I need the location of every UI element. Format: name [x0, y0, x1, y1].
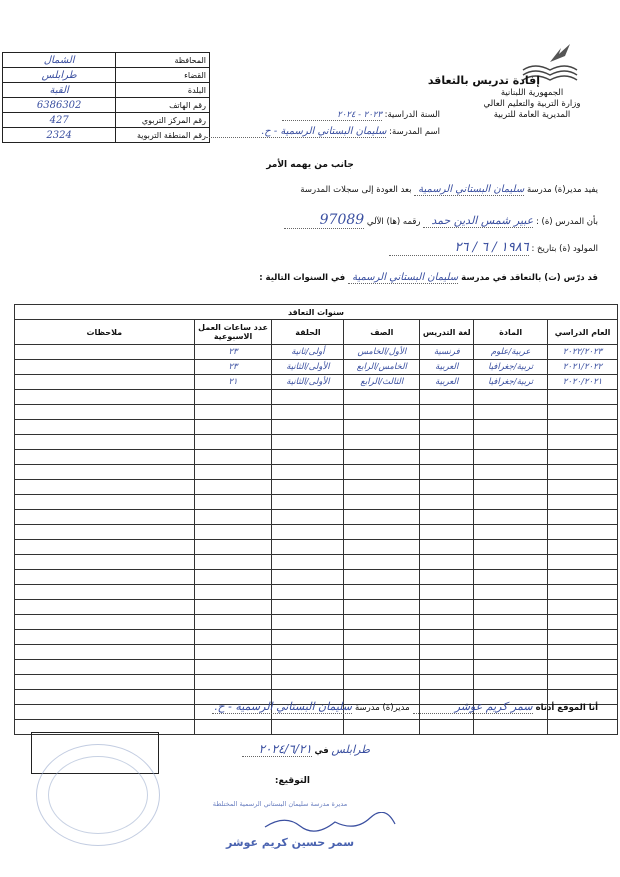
table-cell	[15, 495, 195, 510]
stamp-name: سمر حسين كريم عوشر	[225, 836, 355, 849]
table-cell	[548, 525, 618, 540]
info-row-town	[3, 83, 210, 98]
table-cell	[272, 645, 344, 660]
table-body	[15, 345, 618, 735]
table-cell	[272, 510, 344, 525]
director-statement-line	[206, 184, 598, 196]
table-cell	[344, 645, 420, 660]
table-cell	[548, 675, 618, 690]
signature-label: التوقيع:	[274, 776, 310, 786]
table-cell	[194, 420, 272, 435]
info-label: المحافظة	[116, 53, 210, 68]
table-cell	[474, 510, 548, 525]
table-cell	[548, 540, 618, 555]
table-cell: الأولى/الثانية	[272, 360, 344, 375]
column-header: الصف	[344, 320, 420, 345]
table-cell	[272, 480, 344, 495]
group-header: سنوات التعاقد	[15, 305, 618, 320]
table-cell	[272, 570, 344, 585]
signature-scribble-icon	[260, 812, 400, 836]
table-cell	[344, 465, 420, 480]
table-cell: العربية	[420, 375, 474, 390]
table-cell	[474, 675, 548, 690]
contract-prefix: قد درّس (ت) بالتعاقد في مدرسة	[461, 273, 598, 283]
signer-name: سمر كريم عوشر	[413, 700, 533, 714]
teacher-line	[170, 212, 598, 229]
info-table	[2, 52, 210, 143]
table-cell	[194, 600, 272, 615]
table-cell	[194, 645, 272, 660]
table-cell	[474, 540, 548, 555]
table-cell	[474, 630, 548, 645]
teacher-prefix: بأن المدرس (ة) :	[535, 217, 598, 227]
table-cell	[15, 435, 195, 450]
info-label: القضاء	[116, 68, 210, 83]
concern-heading: جانب من يهمه الأمر	[266, 160, 354, 170]
table-cell	[344, 570, 420, 585]
table-cell: أولى/ثانية	[272, 345, 344, 360]
table-cell: الأولى/الثانية	[272, 375, 344, 390]
info-value: الشمال	[3, 53, 116, 68]
signer-middle: مدير(ة) مدرسة	[354, 703, 410, 713]
school-year-line	[200, 110, 440, 121]
table-cell	[548, 495, 618, 510]
table-cell	[420, 600, 474, 615]
table-cell	[420, 390, 474, 405]
table-cell	[194, 570, 272, 585]
table-cell	[344, 480, 420, 495]
table-cell	[272, 525, 344, 540]
table-row-empty	[15, 600, 618, 615]
table-cell: ٢١	[194, 375, 272, 390]
table-cell	[420, 510, 474, 525]
table-row-empty	[15, 540, 618, 555]
table-cell	[15, 345, 195, 360]
table-cell	[420, 675, 474, 690]
table-cell	[420, 585, 474, 600]
table-group-header-row	[15, 305, 618, 320]
table-cell	[194, 615, 272, 630]
table-cell	[344, 615, 420, 630]
table-cell	[194, 390, 272, 405]
table-cell	[194, 435, 272, 450]
table-cell	[344, 660, 420, 675]
table-cell: تربية/جغرافيا	[474, 360, 548, 375]
birth-date-value: ١٩٨٦ / ٦ / ٢٦	[389, 240, 529, 256]
table-cell	[194, 525, 272, 540]
table-row-empty	[15, 405, 618, 420]
table-cell	[420, 405, 474, 420]
table-cell	[272, 540, 344, 555]
table-cell	[344, 405, 420, 420]
table-row-empty	[15, 615, 618, 630]
table-cell	[344, 540, 420, 555]
table-cell	[15, 600, 195, 615]
table-row-empty	[15, 570, 618, 585]
table-cell	[548, 555, 618, 570]
table-cell	[15, 465, 195, 480]
table-cell	[272, 420, 344, 435]
table-cell	[194, 675, 272, 690]
place-date-fi: في	[314, 746, 329, 756]
info-row-phone	[3, 98, 210, 113]
table-cell	[272, 390, 344, 405]
table-cell	[548, 615, 618, 630]
table-row-empty	[15, 525, 618, 540]
info-value: 6386302	[3, 98, 116, 113]
table-cell	[344, 630, 420, 645]
school-seal-inner-icon	[48, 756, 148, 834]
table-cell	[194, 450, 272, 465]
table-cell	[474, 720, 548, 735]
table-row	[15, 345, 618, 360]
info-row-region	[3, 128, 210, 143]
table-row-empty	[15, 390, 618, 405]
table-cell	[420, 465, 474, 480]
table-cell	[194, 495, 272, 510]
info-value: القبة	[3, 83, 116, 98]
table-cell	[272, 435, 344, 450]
info-label: رقم المنطقة التربوية	[116, 128, 210, 143]
table-cell	[420, 525, 474, 540]
table-row-empty	[15, 465, 618, 480]
ministry-name: وزارة التربية والتعليم العالي	[483, 99, 581, 109]
signer-school: سليمان البستاني الرسمية - ح.	[212, 700, 352, 714]
table-cell	[474, 420, 548, 435]
table-cell	[420, 495, 474, 510]
school-name-value: سليمان البستاني الرسمية - ح.	[206, 126, 386, 138]
table-cell	[15, 660, 195, 675]
column-header: ملاحظات	[15, 320, 195, 345]
table-cell	[548, 465, 618, 480]
table-cell	[474, 660, 548, 675]
table-cell	[272, 495, 344, 510]
table-cell	[15, 360, 195, 375]
table-row-empty	[15, 510, 618, 525]
info-value: 2324	[3, 128, 116, 143]
table-row	[15, 375, 618, 390]
table-cell	[15, 540, 195, 555]
table-cell	[15, 405, 195, 420]
table-cell: فرنسية	[420, 345, 474, 360]
table-cell	[474, 390, 548, 405]
table-cell	[15, 420, 195, 435]
table-cell	[548, 420, 618, 435]
table-cell	[194, 720, 272, 735]
table-cell	[272, 555, 344, 570]
stamp-title: مديرة مدرسة سليمان البستاني الرسمية المختلطة	[212, 800, 348, 808]
table-cell	[272, 675, 344, 690]
table-cell: ٢٣	[194, 360, 272, 375]
table-cell	[474, 495, 548, 510]
contract-line	[210, 272, 598, 284]
column-header: عدد ساعات العمل الاسبوعية	[194, 320, 272, 345]
table-cell	[548, 480, 618, 495]
table-cell	[420, 435, 474, 450]
table-cell	[272, 450, 344, 465]
table-cell	[548, 630, 618, 645]
column-header: الحلقة	[272, 320, 344, 345]
table-cell	[194, 630, 272, 645]
table-cell	[15, 690, 195, 705]
table-cell	[548, 435, 618, 450]
statement-suffix: بعد العودة إلى سجلات المدرسة	[300, 185, 412, 195]
info-label: البلدة	[116, 83, 210, 98]
info-label: رقم المركز التربوي	[116, 113, 210, 128]
table-cell	[420, 480, 474, 495]
table-cell	[344, 390, 420, 405]
table-cell	[474, 600, 548, 615]
table-cell	[194, 660, 272, 675]
signer-line	[170, 700, 598, 714]
table-cell: ٢٠٢٠/٢٠٢١	[548, 375, 618, 390]
table-row-empty	[15, 420, 618, 435]
info-row-governorate	[3, 53, 210, 68]
table-row-empty	[15, 630, 618, 645]
table-cell: العربية	[420, 360, 474, 375]
table-cell	[272, 615, 344, 630]
table-cell	[474, 480, 548, 495]
info-label: رقم الهاتف	[116, 98, 210, 113]
table-cell	[548, 390, 618, 405]
column-header: لغة التدريس	[420, 320, 474, 345]
table-cell: الأول/الخامس	[344, 345, 420, 360]
teacher-number-label: رقمه (ها) الآلي	[366, 217, 421, 227]
teacher-number: 97089	[284, 212, 364, 229]
table-cell	[272, 720, 344, 735]
table-cell	[194, 540, 272, 555]
school-name-label: اسم المدرسة:	[389, 127, 440, 137]
table-cell	[15, 390, 195, 405]
teacher-name: عبير شمس الدين حمد	[423, 214, 533, 228]
table-cell	[15, 510, 195, 525]
table-cell	[420, 615, 474, 630]
table-cell	[474, 615, 548, 630]
table-cell: ٢٠٢٢/٢٠٢٣	[548, 345, 618, 360]
table-cell	[272, 630, 344, 645]
place-value: طرابلس	[331, 743, 370, 756]
table-cell	[15, 375, 195, 390]
table-cell	[548, 570, 618, 585]
table-cell	[194, 510, 272, 525]
table-row-empty	[15, 495, 618, 510]
table-cell	[474, 435, 548, 450]
signer-prefix: أنا الموقع أدناه	[535, 703, 598, 713]
date-value: ٢٠٢٤/٦/٢١	[242, 742, 312, 757]
table-cell	[344, 720, 420, 735]
table-cell	[15, 645, 195, 660]
table-cell	[420, 720, 474, 735]
table-cell	[344, 495, 420, 510]
table-row-empty	[15, 660, 618, 675]
table-cell: ٢٠٢١/٢٠٢٢	[548, 360, 618, 375]
table-cell	[420, 645, 474, 660]
table-cell	[344, 600, 420, 615]
ministry-header	[472, 88, 592, 121]
table-cell	[272, 405, 344, 420]
table-cell	[15, 525, 195, 540]
column-header: العام الدراسي	[548, 320, 618, 345]
table-cell	[420, 555, 474, 570]
table-cell	[548, 585, 618, 600]
table-cell: عربية/علوم	[474, 345, 548, 360]
table-column-header-row	[15, 320, 618, 345]
contract-years-table	[14, 304, 618, 735]
table-cell: الثالث/الرابع	[344, 375, 420, 390]
table-cell	[420, 660, 474, 675]
table-cell	[15, 630, 195, 645]
table-cell	[344, 435, 420, 450]
table-cell	[474, 570, 548, 585]
table-cell	[474, 405, 548, 420]
table-cell	[420, 630, 474, 645]
table-cell	[15, 570, 195, 585]
table-cell	[194, 465, 272, 480]
table-cell	[548, 600, 618, 615]
table-cell	[344, 585, 420, 600]
school-year-label: السنة الدراسية:	[384, 110, 440, 120]
table-cell	[272, 660, 344, 675]
statement-prefix: يفيد مدير(ة) مدرسة	[526, 185, 598, 195]
table-cell	[272, 600, 344, 615]
table-cell	[420, 450, 474, 465]
table-cell	[474, 585, 548, 600]
table-cell	[548, 450, 618, 465]
directorate-name: المديرية العامة للتربية	[493, 110, 571, 120]
table-cell	[15, 615, 195, 630]
table-cell	[194, 405, 272, 420]
table-row-empty	[15, 645, 618, 660]
table-cell	[548, 510, 618, 525]
table-cell	[548, 405, 618, 420]
table-cell	[474, 525, 548, 540]
table-cell	[474, 555, 548, 570]
info-row-district	[3, 68, 210, 83]
table-cell	[548, 720, 618, 735]
table-row-empty	[15, 555, 618, 570]
table-cell	[15, 555, 195, 570]
table-cell	[15, 705, 195, 720]
table-cell	[548, 645, 618, 660]
table-cell	[194, 480, 272, 495]
table-cell: ٢٣	[194, 345, 272, 360]
contract-suffix: في السنوات التالية :	[259, 273, 346, 283]
table-cell	[344, 420, 420, 435]
place-date-line	[170, 742, 370, 757]
table-row-empty	[15, 675, 618, 690]
table-cell	[15, 585, 195, 600]
info-row-center	[3, 113, 210, 128]
table-cell	[420, 570, 474, 585]
contract-school: سليمان البستاني الرسمية	[348, 272, 458, 284]
birth-date-label: المولود (ة) بتاريخ :	[531, 244, 598, 254]
table-cell	[15, 675, 195, 690]
table-cell	[344, 510, 420, 525]
table-cell	[344, 675, 420, 690]
table-cell	[272, 585, 344, 600]
table-cell: تربية/جغرافيا	[474, 375, 548, 390]
table-cell	[420, 540, 474, 555]
table-row	[15, 360, 618, 375]
table-cell	[194, 555, 272, 570]
table-cell	[344, 450, 420, 465]
table-cell	[344, 525, 420, 540]
table-cell	[474, 645, 548, 660]
table-cell	[344, 555, 420, 570]
table-cell	[474, 450, 548, 465]
school-name-line	[180, 126, 440, 138]
table-row-empty	[15, 585, 618, 600]
info-value: 427	[3, 113, 116, 128]
school-year-value: ٢٠٢٣ - ٢٠٢٤	[282, 110, 382, 121]
column-header: المادة	[474, 320, 548, 345]
table-row-empty	[15, 450, 618, 465]
info-value: طرابلس	[3, 68, 116, 83]
table-row-empty	[15, 435, 618, 450]
table-cell	[15, 480, 195, 495]
table-cell	[272, 465, 344, 480]
statement-school: سليمان البستاني الرسمية	[414, 184, 524, 196]
country-name: الجمهورية اللبنانية	[500, 88, 564, 98]
table-cell	[474, 465, 548, 480]
table-cell	[194, 585, 272, 600]
table-cell	[15, 450, 195, 465]
document-title: إفادة تدريس بالتعاقد	[427, 74, 540, 87]
birth-date-line	[300, 240, 598, 256]
table-cell	[548, 660, 618, 675]
table-row-empty	[15, 480, 618, 495]
table-cell	[420, 420, 474, 435]
table-cell: الخامس/الرابع	[344, 360, 420, 375]
